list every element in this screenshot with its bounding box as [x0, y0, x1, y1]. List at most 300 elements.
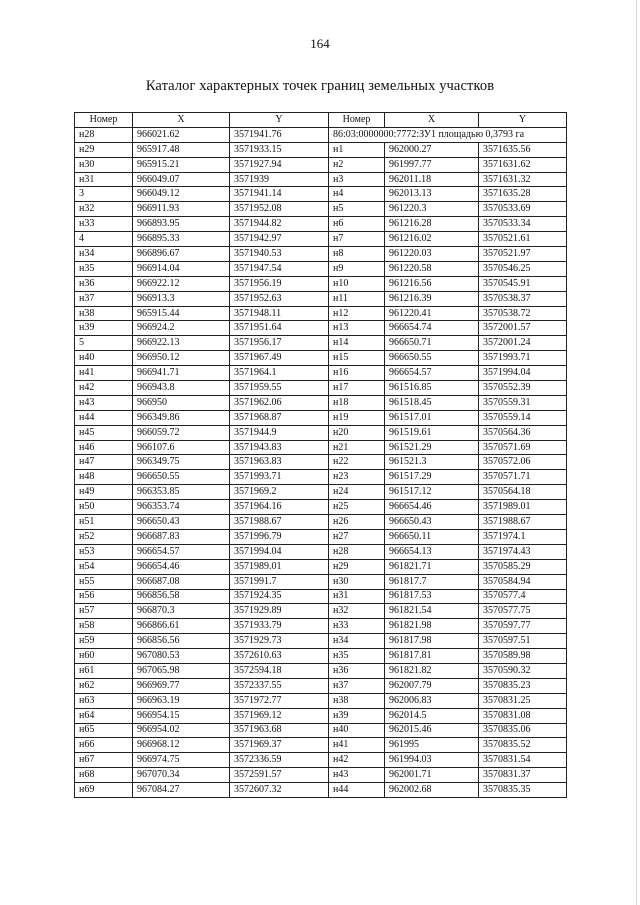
cell-y: 3571631.62	[479, 157, 567, 172]
cell-number: н23	[329, 470, 385, 485]
cell-number: н29	[75, 142, 133, 157]
cell-number: н22	[329, 455, 385, 470]
cell-x: 966870.3	[133, 604, 230, 619]
cell-x: 962007.79	[385, 678, 479, 693]
table-header-row	[75, 113, 567, 128]
table-row	[75, 649, 567, 664]
header-y-right: Y	[479, 113, 567, 128]
cell-x: 967070.34	[133, 768, 230, 783]
cell-x: 966654.74	[385, 321, 479, 336]
cell-number: н50	[75, 500, 133, 515]
cell-y: 3570564.36	[479, 425, 567, 440]
cell-x: 966107.6	[133, 440, 230, 455]
cell-number: н11	[329, 291, 385, 306]
cell-number: н2	[329, 157, 385, 172]
cell-x: 961521.29	[385, 440, 479, 455]
cell-y: 3571929.73	[230, 634, 329, 649]
cell-x: 961821.54	[385, 604, 479, 619]
cell-number: н47	[75, 455, 133, 470]
cell-number: 5	[75, 336, 133, 351]
cell-number: н58	[75, 619, 133, 634]
cell-number: н7	[329, 232, 385, 247]
cell-y: 3571969.12	[230, 708, 329, 723]
cell-number: н21	[329, 440, 385, 455]
cell-x: 966954.02	[133, 723, 230, 738]
cell-x: 962006.83	[385, 693, 479, 708]
header-number-left: Номер	[75, 113, 133, 128]
cell-x: 966943.8	[133, 381, 230, 396]
cell-number: н5	[329, 202, 385, 217]
cell-y: 3571635.56	[479, 142, 567, 157]
cell-x: 966687.08	[133, 574, 230, 589]
cell-x: 961519.61	[385, 425, 479, 440]
cell-number: н40	[329, 723, 385, 738]
cell-y: 3572001.24	[479, 336, 567, 351]
cell-y: 3570546.25	[479, 261, 567, 276]
cell-y: 3571993.71	[230, 470, 329, 485]
cell-x: 962002.68	[385, 783, 479, 798]
cell-x: 961216.02	[385, 232, 479, 247]
cell-y: 3570521.97	[479, 247, 567, 262]
cell-number: н18	[329, 395, 385, 410]
cell-x: 966353.85	[133, 485, 230, 500]
cell-number: н40	[75, 351, 133, 366]
cell-x: 966049.07	[133, 172, 230, 187]
cell-number: 4	[75, 232, 133, 247]
cell-x: 962015.46	[385, 723, 479, 738]
cell-x: 966654.13	[385, 544, 479, 559]
table-row	[75, 515, 567, 530]
cell-number: н67	[75, 753, 133, 768]
cell-x: 961821.98	[385, 619, 479, 634]
cell-x: 966954.15	[133, 708, 230, 723]
cell-y: 3571974.43	[479, 544, 567, 559]
cell-number: н31	[75, 172, 133, 187]
cell-y: 3571963.68	[230, 723, 329, 738]
cell-x: 961516.85	[385, 381, 479, 396]
cell-y: 3570835.35	[479, 783, 567, 798]
table-row	[75, 410, 567, 425]
cell-x: 966654.57	[133, 544, 230, 559]
cell-x: 961994.03	[385, 753, 479, 768]
cell-y: 3571988.67	[230, 515, 329, 530]
cell-y: 3570572.06	[479, 455, 567, 470]
cell-x: 961220.58	[385, 261, 479, 276]
cell-x: 966650.43	[133, 515, 230, 530]
cell-y: 3571989.01	[479, 500, 567, 515]
cell-y: 3572336.59	[230, 753, 329, 768]
table-row	[75, 232, 567, 247]
table-row	[75, 708, 567, 723]
cell-y: 3570597.51	[479, 634, 567, 649]
cell-x: 965915.21	[133, 157, 230, 172]
cell-number: н52	[75, 529, 133, 544]
cell-number: н69	[75, 783, 133, 798]
table-row	[75, 425, 567, 440]
table-row	[75, 604, 567, 619]
cell-y: 3572594.18	[230, 663, 329, 678]
cell-y: 3571972.77	[230, 693, 329, 708]
cell-y: 3572337.55	[230, 678, 329, 693]
cell-number: н44	[75, 410, 133, 425]
table-row	[75, 783, 567, 798]
table-row	[75, 470, 567, 485]
cell-x: 965915.44	[133, 306, 230, 321]
cell-y: 3571947.54	[230, 261, 329, 276]
cell-x: 966950	[133, 395, 230, 410]
table-row	[75, 440, 567, 455]
cell-number: н35	[329, 649, 385, 664]
table-row	[75, 500, 567, 515]
cell-x: 966353.74	[133, 500, 230, 515]
cell-y: 3570552.39	[479, 381, 567, 396]
table-row	[75, 306, 567, 321]
cell-y: 3571952.63	[230, 291, 329, 306]
cell-x: 961817.53	[385, 589, 479, 604]
cell-number: н12	[329, 306, 385, 321]
cell-y: 3571994.04	[230, 544, 329, 559]
cell-y: 3572607.32	[230, 783, 329, 798]
cell-y: 3571942.97	[230, 232, 329, 247]
cell-x: 961220.03	[385, 247, 479, 262]
cell-number: н43	[75, 395, 133, 410]
cell-y: 3571939	[230, 172, 329, 187]
table-row	[75, 395, 567, 410]
cell-number: н42	[329, 753, 385, 768]
cell-x: 962014.5	[385, 708, 479, 723]
cell-number: н64	[75, 708, 133, 723]
cell-number: н20	[329, 425, 385, 440]
cell-x: 961216.28	[385, 217, 479, 232]
cell-y: 3570538.37	[479, 291, 567, 306]
cell-y: 3571944.82	[230, 217, 329, 232]
cell-number: н24	[329, 485, 385, 500]
cell-y: 3570590.32	[479, 663, 567, 678]
cell-x: 966866.61	[133, 619, 230, 634]
header-number-right: Номер	[329, 113, 385, 128]
cell-x: 966021.62	[133, 127, 230, 142]
coordinates-table	[74, 112, 567, 798]
table-row	[75, 247, 567, 262]
cell-x: 966654.46	[385, 500, 479, 515]
cell-number: н1	[329, 142, 385, 157]
table-row	[75, 529, 567, 544]
cell-y: 3570538.72	[479, 306, 567, 321]
cell-number: н48	[75, 470, 133, 485]
cell-y: 3570533.34	[479, 217, 567, 232]
cell-number: н44	[329, 783, 385, 798]
cell-x: 966654.57	[385, 366, 479, 381]
cell-y: 3572591.57	[230, 768, 329, 783]
cell-number: н41	[329, 738, 385, 753]
cell-x: 966856.58	[133, 589, 230, 604]
table-row	[75, 276, 567, 291]
cell-number: н39	[75, 321, 133, 336]
cell-number: н59	[75, 634, 133, 649]
cell-number: н53	[75, 544, 133, 559]
table-row	[75, 678, 567, 693]
cell-number: н3	[329, 172, 385, 187]
cell-y: 3570571.69	[479, 440, 567, 455]
cell-x: 961517.29	[385, 470, 479, 485]
cell-x: 961821.82	[385, 663, 479, 678]
cell-x: 966687.83	[133, 529, 230, 544]
cell-number: н42	[75, 381, 133, 396]
cell-number: н32	[329, 604, 385, 619]
cell-y: 3571989.01	[230, 559, 329, 574]
parcel-note: 86:03:0000000:7772:ЗУ1 площадью 0,3793 га	[329, 127, 567, 142]
cell-y: 3571924.35	[230, 589, 329, 604]
cell-number: н14	[329, 336, 385, 351]
cell-x: 966924.2	[133, 321, 230, 336]
cell-number: н33	[75, 217, 133, 232]
table-row	[75, 574, 567, 589]
cell-number: н15	[329, 351, 385, 366]
cell-y: 3570589.98	[479, 649, 567, 664]
cell-x: 961821.71	[385, 559, 479, 574]
cell-number: н49	[75, 485, 133, 500]
cell-number: н9	[329, 261, 385, 276]
cell-x: 961220.3	[385, 202, 479, 217]
cell-number: н36	[75, 276, 133, 291]
cell-x: 962001.71	[385, 768, 479, 783]
cell-y: 3571927.94	[230, 157, 329, 172]
cell-x: 961521.3	[385, 455, 479, 470]
cell-number: н17	[329, 381, 385, 396]
cell-y: 3571964.16	[230, 500, 329, 515]
cell-number: н29	[329, 559, 385, 574]
cell-y: 3571929.89	[230, 604, 329, 619]
cell-x: 965917.48	[133, 142, 230, 157]
cell-x: 961817.81	[385, 649, 479, 664]
cell-x: 967084.27	[133, 783, 230, 798]
cell-x: 966922.12	[133, 276, 230, 291]
header-x-right: X	[385, 113, 479, 128]
cell-x: 966893.95	[133, 217, 230, 232]
cell-x: 966895.33	[133, 232, 230, 247]
cell-x: 966059.72	[133, 425, 230, 440]
cell-y: 3571635.28	[479, 187, 567, 202]
cell-y: 3571963.83	[230, 455, 329, 470]
cell-number: н25	[329, 500, 385, 515]
header-x-left: X	[133, 113, 230, 128]
cell-number: н34	[75, 247, 133, 262]
cell-number: н55	[75, 574, 133, 589]
table-row	[75, 261, 567, 276]
cell-y: 3570831.54	[479, 753, 567, 768]
cell-number: н51	[75, 515, 133, 530]
cell-y: 3571964.1	[230, 366, 329, 381]
cell-number: н38	[75, 306, 133, 321]
cell-number: н68	[75, 768, 133, 783]
cell-x: 961517.01	[385, 410, 479, 425]
table-row	[75, 172, 567, 187]
cell-y: 3571948.11	[230, 306, 329, 321]
cell-number: н65	[75, 723, 133, 738]
table-row	[75, 485, 567, 500]
cell-x: 966941.71	[133, 366, 230, 381]
cell-number: н66	[75, 738, 133, 753]
scan-edge-line	[636, 0, 637, 905]
cell-x: 966963.19	[133, 693, 230, 708]
cell-y: 3570559.31	[479, 395, 567, 410]
page-title: Каталог характерных точек границ земельных участков	[145, 78, 495, 94]
cell-x: 966922.13	[133, 336, 230, 351]
table-row	[75, 663, 567, 678]
table-row	[75, 202, 567, 217]
cell-y: 3570577.4	[479, 589, 567, 604]
cell-y: 3570831.08	[479, 708, 567, 723]
table-row	[75, 142, 567, 157]
cell-number: н30	[75, 157, 133, 172]
cell-x: 962000.27	[385, 142, 479, 157]
cell-number: н28	[329, 544, 385, 559]
table-row	[75, 559, 567, 574]
cell-y: 3571974.1	[479, 529, 567, 544]
cell-number: н61	[75, 663, 133, 678]
cell-x: 966650.11	[385, 529, 479, 544]
cell-x: 961995	[385, 738, 479, 753]
table-row	[75, 723, 567, 738]
cell-x: 966950.12	[133, 351, 230, 366]
cell-y: 3570545.91	[479, 276, 567, 291]
cell-number: н13	[329, 321, 385, 336]
table-row	[75, 127, 567, 142]
cell-y: 3571943.83	[230, 440, 329, 455]
table-row	[75, 455, 567, 470]
cell-y: 3570831.25	[479, 693, 567, 708]
cell-x: 961997.77	[385, 157, 479, 172]
cell-x: 966650.55	[385, 351, 479, 366]
cell-number: н27	[329, 529, 385, 544]
cell-y: 3572001.57	[479, 321, 567, 336]
cell-x: 966914.04	[133, 261, 230, 276]
cell-y: 3570831.37	[479, 768, 567, 783]
cell-y: 3571996.79	[230, 529, 329, 544]
cell-x: 966913.3	[133, 291, 230, 306]
table-row	[75, 157, 567, 172]
cell-number: н31	[329, 589, 385, 604]
cell-x: 966911.93	[133, 202, 230, 217]
cell-number: н33	[329, 619, 385, 634]
table-row	[75, 634, 567, 649]
cell-number: н56	[75, 589, 133, 604]
table-row	[75, 366, 567, 381]
table-row	[75, 321, 567, 336]
cell-number: н28	[75, 127, 133, 142]
cell-y: 3571994.04	[479, 366, 567, 381]
cell-y: 3571969.2	[230, 485, 329, 500]
cell-y: 3571969.37	[230, 738, 329, 753]
cell-number: н37	[75, 291, 133, 306]
cell-number: н60	[75, 649, 133, 664]
cell-number: н8	[329, 247, 385, 262]
cell-x: 961216.39	[385, 291, 479, 306]
table-row	[75, 217, 567, 232]
table-row	[75, 381, 567, 396]
cell-x: 961817.98	[385, 634, 479, 649]
table-row	[75, 738, 567, 753]
cell-y: 3570577.75	[479, 604, 567, 619]
cell-number: н45	[75, 425, 133, 440]
cell-y: 3571956.17	[230, 336, 329, 351]
table-row	[75, 336, 567, 351]
cell-number: н43	[329, 768, 385, 783]
cell-x: 966650.71	[385, 336, 479, 351]
cell-y: 3570584.94	[479, 574, 567, 589]
cell-y: 3571940.53	[230, 247, 329, 262]
cell-number: н38	[329, 693, 385, 708]
table-row	[75, 544, 567, 559]
cell-x: 962011.18	[385, 172, 479, 187]
cell-number: 3	[75, 187, 133, 202]
cell-x: 966650.55	[133, 470, 230, 485]
cell-x: 966654.46	[133, 559, 230, 574]
cell-x: 966974.75	[133, 753, 230, 768]
cell-x: 961518.45	[385, 395, 479, 410]
cell-number: н4	[329, 187, 385, 202]
cell-number: н16	[329, 366, 385, 381]
cell-number: н32	[75, 202, 133, 217]
cell-number: н30	[329, 574, 385, 589]
table-row	[75, 693, 567, 708]
cell-y: 3570533.69	[479, 202, 567, 217]
cell-x: 961216.56	[385, 276, 479, 291]
cell-x: 967080.53	[133, 649, 230, 664]
cell-x: 966968.12	[133, 738, 230, 753]
cell-y: 3571959.55	[230, 381, 329, 396]
cell-y: 3571941.14	[230, 187, 329, 202]
cell-y: 3571941.76	[230, 127, 329, 142]
cell-y: 3571967.49	[230, 351, 329, 366]
table-row	[75, 351, 567, 366]
table-row	[75, 619, 567, 634]
table-row	[75, 589, 567, 604]
cell-x: 961517.12	[385, 485, 479, 500]
cell-y: 3570559.14	[479, 410, 567, 425]
table-row	[75, 768, 567, 783]
table-row	[75, 187, 567, 202]
cell-y: 3570597.77	[479, 619, 567, 634]
cell-y: 3570585.29	[479, 559, 567, 574]
cell-y: 3571968.87	[230, 410, 329, 425]
table-row	[75, 291, 567, 306]
cell-x: 961220.41	[385, 306, 479, 321]
cell-number: н34	[329, 634, 385, 649]
header-y-left: Y	[230, 113, 329, 128]
cell-number: н35	[75, 261, 133, 276]
cell-y: 3570564.18	[479, 485, 567, 500]
cell-number: н26	[329, 515, 385, 530]
cell-number: н37	[329, 678, 385, 693]
cell-number: н63	[75, 693, 133, 708]
cell-y: 3571962.06	[230, 395, 329, 410]
cell-y: 3571991.7	[230, 574, 329, 589]
cell-x: 966896.67	[133, 247, 230, 262]
cell-y: 3570835.06	[479, 723, 567, 738]
cell-y: 3571951.64	[230, 321, 329, 336]
cell-y: 3571952.08	[230, 202, 329, 217]
cell-y: 3571933.15	[230, 142, 329, 157]
cell-y: 3570835.23	[479, 678, 567, 693]
cell-x: 962013.13	[385, 187, 479, 202]
page-number: 164	[310, 36, 330, 51]
table-row	[75, 753, 567, 768]
cell-x: 966856.56	[133, 634, 230, 649]
cell-y: 3571631.32	[479, 172, 567, 187]
cell-number: н36	[329, 663, 385, 678]
cell-y: 3570521.61	[479, 232, 567, 247]
